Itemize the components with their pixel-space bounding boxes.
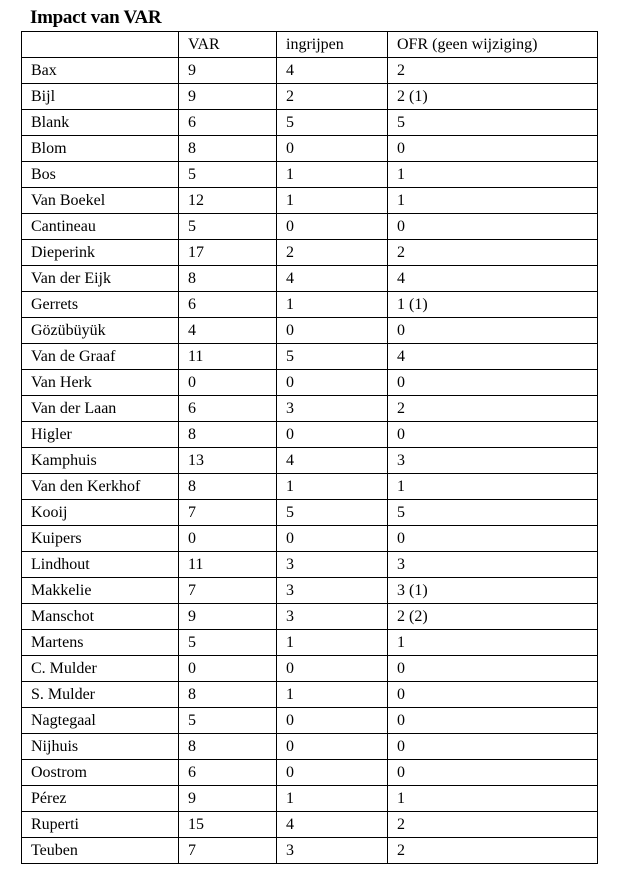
cell-referee: Gözübüyük (22, 318, 179, 344)
cell-ingrijpen: 3 (277, 552, 388, 578)
cell-referee: Lindhout (22, 552, 179, 578)
cell-ofr: 2 (2) (388, 604, 598, 630)
table-row (22, 370, 598, 396)
cell-referee: C. Mulder (22, 656, 179, 682)
cell-var: 11 (179, 344, 277, 370)
table-row (22, 812, 598, 838)
cell-ingrijpen: 3 (277, 838, 388, 864)
table-row (22, 422, 598, 448)
cell-ofr: 4 (388, 266, 598, 292)
cell-var: 8 (179, 266, 277, 292)
table-row (22, 682, 598, 708)
cell-ofr: 0 (388, 136, 598, 162)
cell-ingrijpen: 0 (277, 136, 388, 162)
header-referee (22, 32, 179, 58)
cell-referee: S. Mulder (22, 682, 179, 708)
cell-ofr: 2 (388, 58, 598, 84)
cell-referee: Van Herk (22, 370, 179, 396)
cell-referee: Nagtegaal (22, 708, 179, 734)
cell-ofr: 0 (388, 734, 598, 760)
cell-ofr: 3 (388, 448, 598, 474)
cell-var: 7 (179, 578, 277, 604)
table-row (22, 84, 598, 110)
cell-ingrijpen: 3 (277, 396, 388, 422)
table-row (22, 266, 598, 292)
cell-referee: Bijl (22, 84, 179, 110)
cell-ingrijpen: 0 (277, 708, 388, 734)
cell-ofr: 1 (388, 162, 598, 188)
cell-var: 5 (179, 214, 277, 240)
cell-ingrijpen: 0 (277, 734, 388, 760)
cell-ofr: 2 (388, 240, 598, 266)
header-ofr: OFR (geen wijziging) (388, 32, 598, 58)
cell-ingrijpen: 1 (277, 786, 388, 812)
cell-ofr: 1 (388, 630, 598, 656)
cell-ofr: 1 (1) (388, 292, 598, 318)
cell-ingrijpen: 1 (277, 474, 388, 500)
cell-ofr: 2 (388, 838, 598, 864)
cell-var: 7 (179, 500, 277, 526)
cell-ingrijpen: 0 (277, 214, 388, 240)
table-row (22, 110, 598, 136)
cell-ofr: 0 (388, 318, 598, 344)
header-ingrijpen: ingrijpen (277, 32, 388, 58)
cell-var: 15 (179, 812, 277, 838)
cell-referee: Bax (22, 58, 179, 84)
table-header-row (22, 32, 598, 58)
cell-ingrijpen: 3 (277, 578, 388, 604)
cell-ingrijpen: 1 (277, 188, 388, 214)
cell-referee: Van Boekel (22, 188, 179, 214)
cell-var: 5 (179, 708, 277, 734)
cell-ingrijpen: 5 (277, 500, 388, 526)
table-row (22, 396, 598, 422)
cell-var: 6 (179, 396, 277, 422)
cell-referee: Van der Laan (22, 396, 179, 422)
cell-var: 9 (179, 604, 277, 630)
cell-referee: Pérez (22, 786, 179, 812)
cell-ingrijpen: 1 (277, 162, 388, 188)
cell-referee: Kuipers (22, 526, 179, 552)
cell-var: 7 (179, 838, 277, 864)
cell-ingrijpen: 4 (277, 266, 388, 292)
cell-referee: Martens (22, 630, 179, 656)
cell-ofr: 1 (388, 786, 598, 812)
cell-referee: Bos (22, 162, 179, 188)
table-row (22, 188, 598, 214)
table-row (22, 344, 598, 370)
table-row (22, 760, 598, 786)
cell-var: 8 (179, 682, 277, 708)
cell-referee: Van der Eijk (22, 266, 179, 292)
cell-ingrijpen: 1 (277, 630, 388, 656)
cell-referee: Higler (22, 422, 179, 448)
cell-var: 8 (179, 474, 277, 500)
cell-ingrijpen: 0 (277, 760, 388, 786)
table-row (22, 58, 598, 84)
table-row (22, 474, 598, 500)
header-var: VAR (179, 32, 277, 58)
cell-var: 11 (179, 552, 277, 578)
cell-var: 13 (179, 448, 277, 474)
table-row (22, 448, 598, 474)
table-row (22, 838, 598, 864)
table-row (22, 656, 598, 682)
cell-var: 0 (179, 656, 277, 682)
cell-referee: Teuben (22, 838, 179, 864)
cell-referee: Gerrets (22, 292, 179, 318)
cell-ofr: 0 (388, 526, 598, 552)
cell-ofr: 0 (388, 682, 598, 708)
cell-ingrijpen: 1 (277, 682, 388, 708)
cell-ingrijpen: 5 (277, 344, 388, 370)
table-row (22, 734, 598, 760)
cell-ingrijpen: 2 (277, 84, 388, 110)
cell-referee: Blank (22, 110, 179, 136)
cell-var: 6 (179, 760, 277, 786)
cell-referee: Kooij (22, 500, 179, 526)
cell-var: 17 (179, 240, 277, 266)
table-row (22, 136, 598, 162)
table-row (22, 552, 598, 578)
cell-ofr: 3 (1) (388, 578, 598, 604)
table-body (22, 58, 598, 864)
cell-ofr: 1 (388, 188, 598, 214)
cell-var: 9 (179, 84, 277, 110)
cell-referee: Oostrom (22, 760, 179, 786)
cell-referee: Nijhuis (22, 734, 179, 760)
cell-ofr: 5 (388, 110, 598, 136)
table-row (22, 708, 598, 734)
cell-var: 12 (179, 188, 277, 214)
cell-var: 5 (179, 630, 277, 656)
cell-ofr: 3 (388, 552, 598, 578)
cell-var: 9 (179, 58, 277, 84)
cell-referee: Ruperti (22, 812, 179, 838)
table-row (22, 630, 598, 656)
cell-ofr: 0 (388, 760, 598, 786)
cell-ingrijpen: 4 (277, 58, 388, 84)
table-row (22, 240, 598, 266)
cell-var: 6 (179, 292, 277, 318)
cell-var: 0 (179, 526, 277, 552)
table-row (22, 526, 598, 552)
table-row (22, 318, 598, 344)
cell-ofr: 2 (388, 396, 598, 422)
cell-ingrijpen: 1 (277, 292, 388, 318)
page-title: Impact van VAR (30, 7, 162, 28)
cell-referee: Van de Graaf (22, 344, 179, 370)
table-row (22, 578, 598, 604)
cell-referee: Cantineau (22, 214, 179, 240)
cell-ingrijpen: 4 (277, 812, 388, 838)
table-row (22, 162, 598, 188)
table-row (22, 500, 598, 526)
cell-var: 5 (179, 162, 277, 188)
cell-var: 8 (179, 422, 277, 448)
cell-var: 4 (179, 318, 277, 344)
cell-ofr: 0 (388, 656, 598, 682)
cell-ofr: 0 (388, 422, 598, 448)
table-row (22, 604, 598, 630)
cell-ingrijpen: 0 (277, 370, 388, 396)
cell-ofr: 0 (388, 370, 598, 396)
cell-var: 8 (179, 734, 277, 760)
cell-referee: Van den Kerkhof (22, 474, 179, 500)
cell-ofr: 0 (388, 214, 598, 240)
cell-ofr: 5 (388, 500, 598, 526)
cell-referee: Makkelie (22, 578, 179, 604)
cell-var: 9 (179, 786, 277, 812)
cell-ofr: 2 (1) (388, 84, 598, 110)
cell-ingrijpen: 3 (277, 604, 388, 630)
var-impact-table (21, 31, 598, 864)
cell-ofr: 2 (388, 812, 598, 838)
cell-referee: Kamphuis (22, 448, 179, 474)
table-row (22, 786, 598, 812)
cell-referee: Dieperink (22, 240, 179, 266)
table-row (22, 292, 598, 318)
cell-ingrijpen: 0 (277, 318, 388, 344)
cell-referee: Manschot (22, 604, 179, 630)
cell-ofr: 0 (388, 708, 598, 734)
cell-ofr: 1 (388, 474, 598, 500)
cell-var: 6 (179, 110, 277, 136)
cell-var: 8 (179, 136, 277, 162)
cell-ofr: 4 (388, 344, 598, 370)
cell-ingrijpen: 0 (277, 526, 388, 552)
cell-ingrijpen: 5 (277, 110, 388, 136)
cell-var: 0 (179, 370, 277, 396)
cell-ingrijpen: 4 (277, 448, 388, 474)
cell-referee: Blom (22, 136, 179, 162)
table-row (22, 214, 598, 240)
cell-ingrijpen: 2 (277, 240, 388, 266)
cell-ingrijpen: 0 (277, 422, 388, 448)
cell-ingrijpen: 0 (277, 656, 388, 682)
